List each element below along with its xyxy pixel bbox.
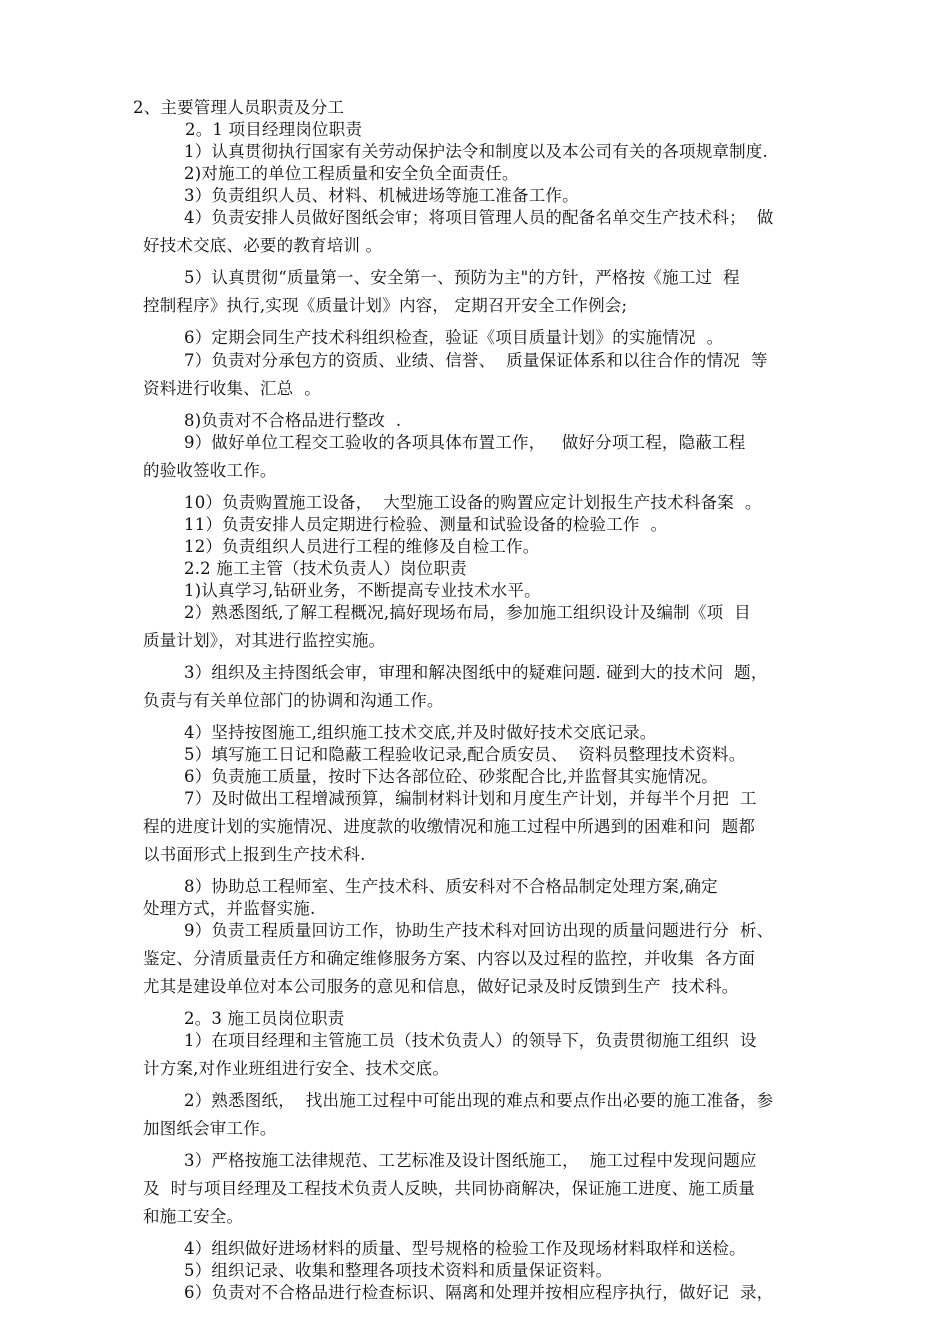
subsection-heading: 2。3 施工员岗位职责 <box>184 1009 345 1028</box>
text-line: 处理方式，并监督实施. <box>143 899 316 918</box>
text-line: 3）严格按施工法律规范、工艺标准及设计图纸施工， 施工过程中发现问题应 <box>184 1151 757 1170</box>
text-line: 1)认真学习,钻研业务，不断提高专业技术水平。 <box>184 581 541 600</box>
text-line: 7）负责对分承包方的资质、业绩、信誉、 质量保证体系和以往合作的情况 等 <box>184 351 768 370</box>
text-line: 1）在项目经理和主管施工员（技术负责人）的领导下，负责贯彻施工组织 设 <box>184 1031 757 1050</box>
text-line: 以书面形式上报到生产技术科. <box>143 845 366 864</box>
text-line: 负责与有关单位部门的协调和沟通工作。 <box>143 691 444 710</box>
text-line: 4）负责安排人员做好图纸会审；将项目管理人员的配备名单交生产技术科； 做 <box>184 208 774 227</box>
text-line: 8)负责对不合格品进行整改 . <box>184 411 402 430</box>
text-line: 9）做好单位工程交工验收的各项具体布置工作， 做好分项工程，隐蔽工程 <box>184 433 746 452</box>
text-line: 控制程序》执行,实现《质量计划》内容， 定期召开安全工作例会; <box>143 296 628 315</box>
text-line: 的验收签收工作。 <box>143 461 277 480</box>
text-line: 10）负责购置施工设备， 大型施工设备的购置应定计划报生产技术科备案 。 <box>184 493 762 512</box>
text-line: 6）负责对不合格品进行检查标识、隔离和处理并按相应程序执行，做好记 录， <box>184 1283 774 1302</box>
text-line: 5）认真贯彻“质量第一、安全第一、预防为主"的方针，严格按《施工过 程 <box>184 268 740 287</box>
text-line: 8）协助总工程师室、生产技术科、质安科对不合格品制定处理方案,确定 <box>184 877 718 896</box>
text-line: 2)对施工的单位工程质量和安全负全面责任。 <box>184 164 519 183</box>
text-line: 好技术交底、必要的教育培训 。 <box>143 236 383 255</box>
text-line: 3）组织及主持图纸会审，审理和解决图纸中的疑难问题. 碰到大的技术问 题， <box>184 663 768 682</box>
text-line: 6）定期会同生产技术科组织检查，验证《项目质量计划》的实施情况 。 <box>184 328 724 347</box>
text-line: 9）负责工程质量回访工作，协助生产技术科对回访出现的质量问题进行分 析、 <box>184 921 774 940</box>
text-line: 及 时与项目经理及工程技术负责人反映，共同协商解决，保证施工进度、施工质量 <box>143 1179 756 1198</box>
text-line: 计方案,对作业班组进行安全、技术交底。 <box>143 1059 450 1078</box>
text-line: 尤其是建设单位对本公司服务的意见和信息，做好记录及时反馈到生产 技术科。 <box>143 977 739 996</box>
text-line: 6）负责施工质量，按时下达各部位砼、砂浆配合比,并监督其实施情况。 <box>184 767 718 786</box>
text-line: 2）熟悉图纸， 找出施工过程中可能出现的难点和要点作出必要的施工准备，参 <box>184 1091 774 1110</box>
subsection-heading: 2。1 项目经理岗位职责 <box>185 120 363 139</box>
text-line: 加图纸会审工作。 <box>143 1119 277 1138</box>
text-line: 程的进度计划的实施情况、进度款的收缴情况和施工过程中所遇到的困难和问 题都 <box>143 817 756 836</box>
text-line: 1）认真贯彻执行国家有关劳动保护法令和制度以及本公司有关的各项规章制度. <box>184 142 768 161</box>
section-heading: 2、主要管理人员职责及分工 <box>133 98 345 117</box>
text-line: 12）负责组织人员进行工程的维修及自检工作。 <box>184 537 540 556</box>
text-line: 11）负责安排人员定期进行检验、测量和试验设备的检验工作 。 <box>184 515 668 534</box>
subsection-heading: 2.2 施工主管（技术负责人）岗位职责 <box>184 559 467 578</box>
text-line: 4）坚持按图施工,组织施工技术交底,并及时做好技术交底记录。 <box>184 723 657 742</box>
text-line: 鉴定、分清质量责任方和确定维修服务方案、内容以及过程的监控，并收集 各方面 <box>143 949 756 968</box>
text-line: 5）组织记录、收集和整理各项技术资料和质量保证资料。 <box>184 1261 613 1280</box>
text-line: 2）熟悉图纸,了解工程概况,搞好现场布局，参加施工组织设计及编制《项 目 <box>184 603 751 622</box>
text-line: 5）填写施工日记和隐蔽工程验收记录,配合质安员、 资料员整理技术资料。 <box>184 745 746 764</box>
text-line: 质量计划》，对其进行监控实施。 <box>143 631 386 650</box>
text-line: 7）及时做出工程增减预算，编制材料计划和月度生产计划，并每半个月把 工 <box>184 789 757 808</box>
text-line: 和施工安全。 <box>143 1207 244 1226</box>
text-line: 4）组织做好进场材料的质量、型号规格的检验工作及现场材料取样和送检。 <box>184 1239 746 1258</box>
text-line: 3）负责组织人员、材料、机械进场等施工准备工作。 <box>184 186 579 205</box>
text-line: 资料进行收集、汇总 。 <box>143 379 321 398</box>
